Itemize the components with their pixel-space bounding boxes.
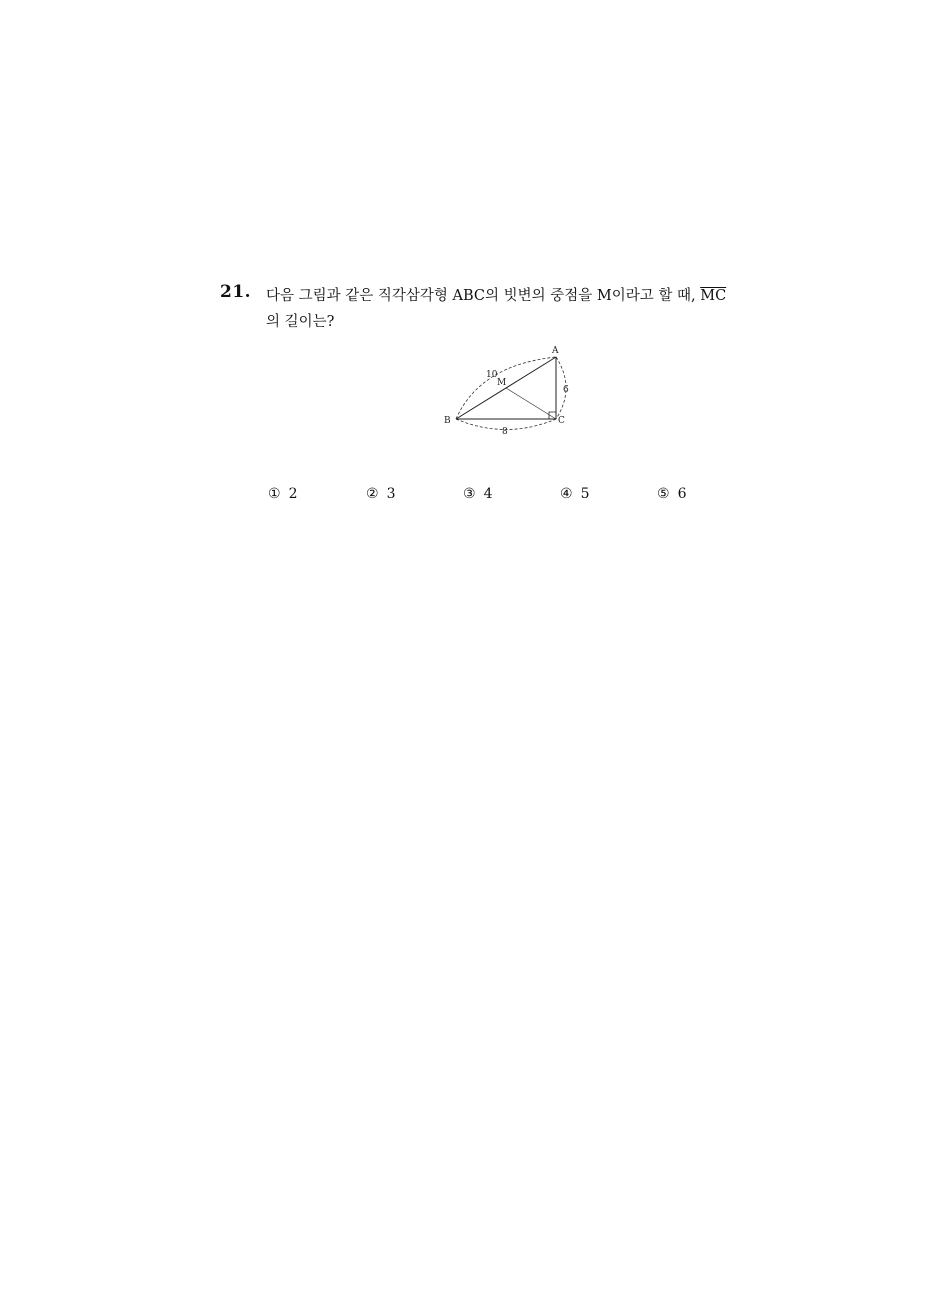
choice-1[interactable] xyxy=(268,486,297,502)
choice-2-value: 3 xyxy=(386,486,396,502)
segment-mc: $\overline{MC}$ xyxy=(700,288,727,304)
triangle-diagram xyxy=(440,340,580,440)
label-m: M xyxy=(497,378,507,388)
choice-5-mark: ⑤ xyxy=(657,486,670,502)
choice-5[interactable] xyxy=(657,486,686,502)
label-c: C xyxy=(558,416,565,426)
choice-5-value: 6 xyxy=(677,486,687,502)
label-a: A xyxy=(552,346,559,356)
choice-4[interactable] xyxy=(560,486,589,502)
choice-3-mark: ③ xyxy=(463,486,476,502)
label-b: B xyxy=(444,416,451,426)
choice-2[interactable] xyxy=(366,486,395,502)
question-text-line1: 다음 그림과 같은 직각삼각형 ABC의 빗변의 중점을 M이라고 할 때, xyxy=(266,288,701,304)
choice-3[interactable] xyxy=(463,486,492,502)
choice-4-mark: ④ xyxy=(560,486,573,502)
choice-1-value: 2 xyxy=(288,486,298,502)
question-number: 21. xyxy=(220,282,252,302)
length-base: 8 xyxy=(502,427,508,437)
segment-mc-line xyxy=(506,388,556,419)
answer-choices xyxy=(268,486,768,508)
triangle-figure xyxy=(440,340,580,440)
length-vertical: 6 xyxy=(563,385,569,395)
question-text xyxy=(266,283,766,335)
length-hypotenuse: 10 xyxy=(486,370,498,380)
question-text-line2: 의 길이는? xyxy=(266,314,335,330)
choice-2-mark: ② xyxy=(366,486,379,502)
choice-4-value: 5 xyxy=(580,486,590,502)
choice-1-mark: ① xyxy=(268,486,281,502)
choice-3-value: 4 xyxy=(483,486,493,502)
